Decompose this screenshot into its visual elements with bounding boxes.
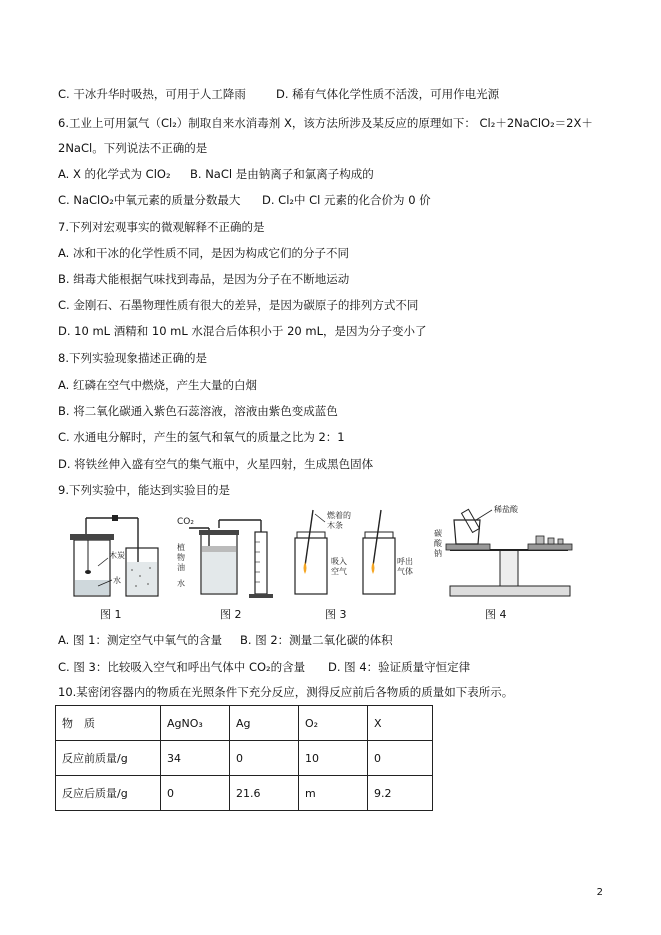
figure-4-carbonate-label-2: 酸: [434, 539, 442, 548]
q9-stem: 9.下列实验中，能达到实验目的是: [58, 483, 230, 497]
q7-option-a: A. 冰和干冰的化学性质不同，是因为构成它们的分子不同: [58, 246, 349, 260]
q8-option-d: D. 将铁丝伸入盛有空气的集气瓶中，火星四射，生成黑色固体: [58, 457, 374, 471]
q9-option-b: B. 图 2：测量二氧化碳的体积: [240, 633, 393, 647]
figure-3-stick-label-2: 木条: [327, 521, 343, 530]
q9-option-c: C. 图 3：比较吸入空气和呼出气体中 CO₂的含量: [58, 660, 306, 674]
q5-option-d: D. 稀有气体化学性质不活泼，可用作电光源: [276, 87, 500, 101]
figure-4-apparatus: [430, 500, 600, 600]
figure-3-stick-label-1: 燃着的: [327, 511, 351, 520]
table-cell: 10: [299, 741, 368, 776]
table-cell: 反应前质量/g: [56, 741, 161, 776]
figure-1-caption: 图 1: [100, 608, 122, 621]
page-number: 2: [596, 887, 603, 898]
table-cell: 0: [368, 741, 433, 776]
table-cell: 0: [161, 776, 230, 811]
table-cell: 9.2: [368, 776, 433, 811]
figure-3-inhaled-label-2: 空气: [331, 567, 347, 576]
figure-2-co2-label: CO₂: [177, 517, 194, 527]
table-header-cell: X: [368, 706, 433, 741]
q6-option-a: A. X 的化学式为 ClO₂: [58, 167, 171, 181]
figure-2-oil-label-3: 油: [177, 563, 185, 572]
figure-1-apparatus: [60, 500, 180, 600]
table-row: [56, 741, 433, 776]
q10-stem: 10.某密闭容器内的物质在光照条件下充分反应，测得反应前后各物质的质量如下表所示。: [58, 685, 514, 699]
q7-option-c: C. 金刚石、石墨物理性质有很大的差异，是因为碳原子的排列方式不同: [58, 298, 419, 312]
table-cell: 0: [230, 741, 299, 776]
figure-2-caption: 图 2: [220, 608, 242, 621]
figure-3-caption: 图 3: [325, 608, 347, 621]
figure-4-carbonate-label-1: 碳: [434, 529, 442, 538]
q8-option-c: C. 水通电分解时，产生的氢气和氧气的质量之比为 2：1: [58, 430, 345, 444]
figure-4-caption: 图 4: [485, 608, 507, 621]
table-header-cell: O₂: [299, 706, 368, 741]
q9-option-d: D. 图 4：验证质量守恒定律: [328, 660, 471, 674]
table-cell: 21.6: [230, 776, 299, 811]
table-header-row: [56, 706, 433, 741]
q8-stem: 8.下列实验现象描述正确的是: [58, 351, 207, 365]
table-header-cell: AgNO₃: [161, 706, 230, 741]
table-header-cell: Ag: [230, 706, 299, 741]
figure-2-oil-label-1: 植: [177, 543, 185, 552]
figure-3-exhaled-label-1: 呼出: [397, 557, 413, 566]
table-cell: 反应后质量/g: [56, 776, 161, 811]
figure-2-water-label: 水: [177, 579, 185, 588]
q5-option-c: C. 干冰升华时吸热，可用于人工降雨: [58, 87, 246, 101]
figure-4-carbonate-label-3: 钠: [434, 549, 442, 558]
q6-stem-cont: 2NaCl。下列说法不正确的是: [58, 141, 208, 155]
q8-option-b: B. 将二氧化碳通入紫色石蕊溶液，溶液由紫色变成蓝色: [58, 404, 338, 418]
figure-4-acid-label: 稀盐酸: [494, 505, 518, 514]
q7-option-d: D. 10 mL 酒精和 10 mL 水混合后体积小于 20 mL，是因为分子变小了: [58, 324, 427, 338]
q7-option-b: B. 缉毒犬能根据气味找到毒品，是因为分子在不断地运动: [58, 272, 350, 286]
figure-3-exhaled-label-2: 气体: [397, 567, 413, 576]
table-header-cell: 物 质: [56, 706, 161, 741]
q6-stem: 6.工业上可用氯气（Cl₂）制取自来水消毒剂 X，该方法所涉及某反应的原理如下： Cl₂＋2NaClO₂＝2X＋: [58, 116, 593, 130]
table-row: [56, 776, 433, 811]
q6-option-b: B. NaCl 是由钠离子和氯离子构成的: [190, 167, 374, 181]
mass-table: [55, 705, 433, 811]
figure-1-water-label: 水: [113, 576, 121, 585]
table-cell: 34: [161, 741, 230, 776]
q9-figures: [60, 500, 600, 628]
q7-stem: 7.下列对宏观事实的微观解释不正确的是: [58, 220, 265, 234]
figure-3-apparatus: [285, 500, 415, 600]
q9-option-a: A. 图 1：测定空气中氧气的含量: [58, 633, 222, 647]
q6-option-d: D. Cl₂中 Cl 元素的化合价为 0 价: [262, 193, 431, 207]
figure-2-apparatus: [175, 500, 290, 600]
table-cell: m: [299, 776, 368, 811]
figure-3-inhaled-label-1: 吸入: [331, 557, 347, 566]
q8-option-a: A. 红磷在空气中燃烧，产生大量的白烟: [58, 378, 257, 392]
figure-1-carbon-label: 木炭: [109, 551, 125, 560]
q6-option-c: C. NaClO₂中氧元素的质量分数最大: [58, 193, 241, 207]
figure-2-oil-label-2: 物: [177, 553, 185, 562]
